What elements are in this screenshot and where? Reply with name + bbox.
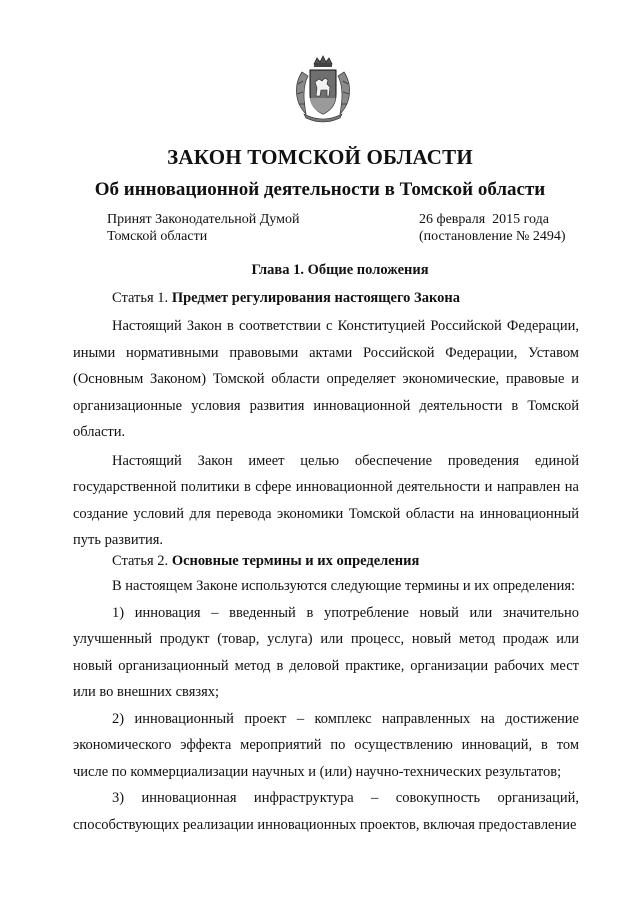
chapter-title: Глава 1. Общие положения: [251, 262, 429, 278]
tomsk-coat-of-arms-icon: [288, 54, 358, 124]
article-2-intro: В настоящем Законе используются следующие термины и их определения:: [112, 578, 576, 594]
article-2-heading: [112, 553, 419, 570]
article-2-item-2: 2) инновационный проект – комплекс направленных на достижение экономического эффекта мероприятий по осуществлению инноваций, в том числе по коммерциализации научных и (или) научно-технических результатов;: [73, 710, 579, 780]
article-1-paragraph-1: Настоящий Закон в соответствии с Конституцией Российской Федерации, иными нормативными правовыми актами Российской Федерации, Уставом (Основным Законом) Томской области определяет экономические, правовые и организационные условия развития инновационной деятельности в Томской области.: [73, 318, 579, 440]
article-1-prefix: Статья 1.: [112, 290, 172, 306]
article-2-prefix: Статья 2.: [112, 553, 172, 569]
adoption-date: 26 февраля 2015 года: [419, 212, 549, 227]
law-subtitle: Об инновационной деятельности в Томской области: [94, 179, 546, 200]
adopted-by-line1: Принят Законодательной Думой: [107, 212, 300, 227]
article-2-item-1: 1) инновация – введенный в употребление новый или значительно улучшенный продукт (товар, услуга) или процесс, новый метод продаж или новый организационный метод в деловой практике, организации рабочих мест или во внешних связях;: [73, 604, 579, 700]
resolution-number: (постановление № 2494): [419, 229, 566, 244]
adopted-by-line2: Томской области: [107, 229, 208, 244]
article-1-body: [73, 313, 579, 554]
article-1-heading: [112, 290, 460, 307]
adoption-date-block: [419, 211, 566, 245]
law-title: ЗАКОН ТОМСКОЙ ОБЛАСТИ: [167, 145, 473, 169]
article-2-item-3: 3) инновационная инфраструктура – совокупность организаций, способствующих реализации инновационных проектов, включая предоставление: [73, 790, 579, 833]
article-1-paragraph-2: Настоящий Закон имеет целью обеспечение проведения единой государственной политики в сфере инновационной деятельности и направлен на создание условий для перевода экономики Томской области на инновационный путь развития.: [73, 452, 579, 548]
adopted-by: [107, 211, 299, 245]
article-2-title: Основные термины и их определения: [171, 553, 420, 569]
article-2-body: [73, 573, 579, 838]
article-1-title: Предмет регулирования настоящего Закона: [171, 290, 460, 306]
